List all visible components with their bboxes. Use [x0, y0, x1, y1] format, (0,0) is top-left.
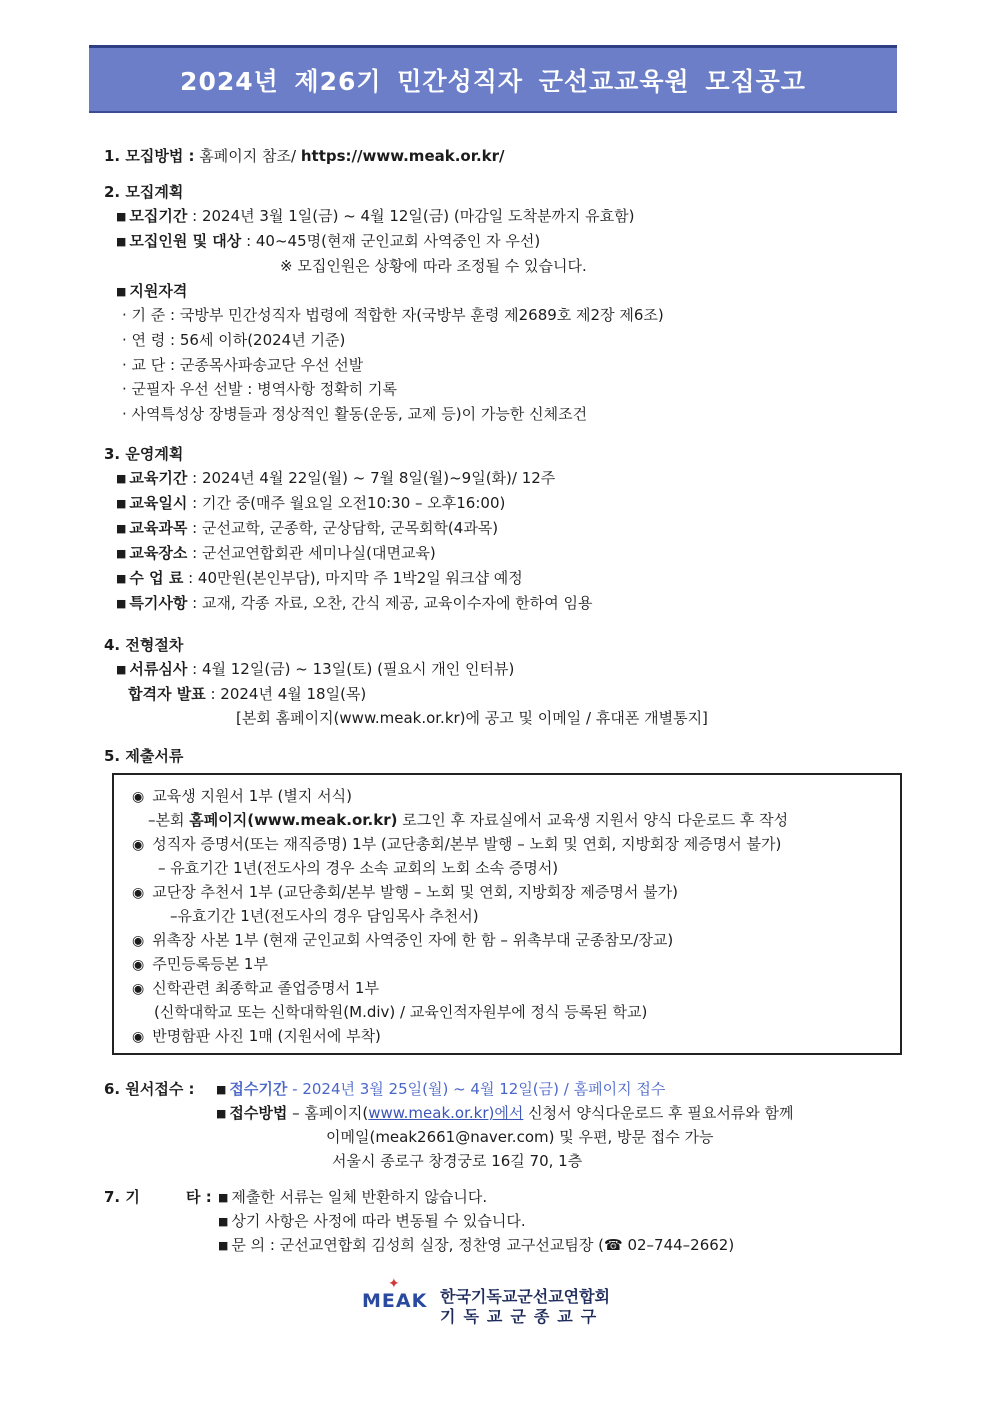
square-bullet-icon: ■ [116, 472, 127, 485]
receipt-period-text: - 2024년 3월 25일(월) ~ 4월 12일(금) / 홈페이지 접수 [287, 1080, 666, 1098]
edu-subjects-row [116, 517, 498, 541]
announcement-note: [본회 홈페이지(www.meak.or.kr)에 공고 및 이메일 / 휴대폰 개별통지] [236, 709, 708, 727]
square-bullet-icon: ■ [216, 1107, 227, 1120]
tuition-row [116, 567, 523, 591]
doc-item-resident-cert [132, 953, 268, 976]
square-bullet-icon: ■ [116, 547, 127, 560]
square-bullet-icon: ■ [116, 572, 127, 585]
receipt-method-address: 서울시 종로구 창경궁로 16길 70, 1층 [332, 1152, 583, 1170]
double-circle-bullet-icon: ◉ [132, 789, 145, 805]
qualification-physical: · 사역특성상 장병들과 정상적인 활동(운동, 교제 등)이 가능한 신체조건 [122, 405, 588, 423]
doc-item-recommendation-sub: –유효기간 1년(전도사의 경우 담임목사 추천서) [170, 907, 479, 925]
square-bullet-icon: ■ [116, 522, 127, 535]
title-banner [89, 45, 897, 113]
doc-item-application [132, 785, 352, 808]
other-item-text: 제출한 서류는 일체 반환하지 않습니다. [231, 1188, 488, 1206]
qualification-age: · 연 령 : 56세 이하(2024년 기준) [122, 331, 346, 349]
section-1 [104, 145, 505, 167]
announcement-label: 합격자 발표 [128, 685, 206, 703]
edu-period-label: 교육기간 [129, 469, 188, 487]
document-review-row [116, 658, 514, 682]
square-bullet-icon: ■ [218, 1191, 229, 1204]
recruit-period-row [116, 205, 635, 229]
doc-item-text: 교육생 지원서 1부 (별지 서식) [152, 787, 352, 805]
other-item-contact [218, 1234, 734, 1258]
doc-item-text: 주민등록등본 1부 [152, 955, 268, 973]
special-notes-row [116, 592, 592, 616]
qualification-military: · 군필자 우선 선발 : 병역사항 정확히 기록 [122, 380, 398, 398]
receipt-method-email: 이메일(meak2661@naver.com) 및 우편, 방문 접수 가능 [326, 1128, 714, 1146]
section-1-text: 홈페이지 참조/ [194, 147, 301, 165]
receipt-method-text: – 홈페이지( [287, 1104, 369, 1122]
edu-period-row [116, 467, 555, 491]
receipt-period-label: 접수기간 [229, 1080, 288, 1098]
square-bullet-icon: ■ [116, 597, 127, 610]
double-circle-bullet-icon: ◉ [132, 837, 145, 853]
receipt-method-text-rest: 신청서 양식다운로드 후 필요서류와 함께 [523, 1104, 794, 1122]
section-7-heading-b: 타 : [186, 1188, 212, 1206]
organization-logo [362, 1276, 622, 1328]
document-review-label: 서류심사 [129, 660, 188, 678]
doc-item-clergy-cert [132, 833, 781, 856]
star-icon: ✦ [388, 1276, 401, 1292]
square-bullet-icon: ■ [116, 497, 127, 510]
doc-item-diploma-sub: (신학대학교 또는 신학대학원(M.div) / 교육인적자원부에 정식 등록된 학교) [154, 1003, 648, 1021]
section-1-heading: 1. 모집방법 : [104, 147, 195, 165]
edu-schedule-text: : 기간 중(매주 월요일 오전10:30 – 오후16:00) [187, 494, 506, 512]
special-notes-text: : 교재, 각종 자료, 오찬, 간식 제공, 교육이수자에 한하여 임용 [187, 594, 593, 612]
receipt-period-row [216, 1078, 665, 1102]
qualification-denomination: · 교 단 : 군종목사파송교단 우선 선발 [122, 356, 364, 374]
section-5-heading: 5. 제출서류 [104, 747, 184, 765]
edu-period-text: : 2024년 4월 22일(월) ~ 7월 8일(월)~9일(화)/ 12주 [187, 469, 556, 487]
other-item-2 [218, 1210, 526, 1234]
doc-item-text: 반명함판 사진 1매 (지원서에 부착) [152, 1027, 381, 1045]
double-circle-bullet-icon: ◉ [132, 981, 145, 997]
receipt-method-text-close: )에서 [488, 1104, 524, 1122]
square-bullet-icon: ■ [116, 285, 127, 298]
doc-item-clergy-cert-sub: – 유효기간 1년(전도사의 경우 소속 교회의 노회 소속 증명서) [158, 859, 559, 877]
square-bullet-icon: ■ [218, 1239, 229, 1252]
other-item-text: 상기 사항은 사정에 따라 변동될 수 있습니다. [231, 1212, 526, 1230]
announcement-row [128, 683, 366, 705]
qualification-heading-row [116, 280, 187, 304]
tuition-label: 수 업 료 [129, 569, 184, 587]
recruit-count-label: 모집인원 및 대상 [129, 232, 242, 250]
other-item-text: 문 의 : 군선교연합회 김성희 실장, 정찬영 교구선교팀장 (☎ 02–744–2662) [231, 1236, 735, 1254]
recruit-period-label: 모집기간 [129, 207, 188, 225]
doc-item-text: 성직자 증명서(또는 재직증명) 1부 (교단총회/본부 발행 – 노회 및 연회, 지방회장 제증명서 불가) [152, 835, 782, 853]
receipt-method-row [216, 1102, 794, 1126]
recruit-count-note: ※ 모집인원은 상황에 따라 조정될 수 있습니다. [280, 257, 587, 275]
receipt-homepage-link[interactable]: www.meak.or.kr [368, 1104, 489, 1122]
section-7-heading-a: 7. 기 [104, 1188, 140, 1206]
edu-subjects-text: : 군선교학, 군종학, 군상담학, 군목회학(4과목) [187, 519, 499, 537]
special-notes-label: 특기사항 [129, 594, 188, 612]
doc-item-recommendation [132, 881, 678, 904]
edu-schedule-row [116, 492, 505, 516]
square-bullet-icon: ■ [216, 1083, 227, 1096]
doc-item-text: 위촉장 사본 1부 (현재 군인교회 사역중인 자에 한 함 – 위촉부대 군종참모/장교) [152, 931, 674, 949]
double-circle-bullet-icon: ◉ [132, 1029, 145, 1045]
document-review-text: : 4월 12일(금) ~ 13일(토) (필요시 개인 인터뷰) [187, 660, 515, 678]
section-3-heading: 3. 운영계획 [104, 445, 184, 463]
recruit-count-text: : 40~45명(현재 군인교회 사역중인 자 우선) [241, 232, 541, 250]
doc-sub-text: –본회 [148, 811, 190, 829]
square-bullet-icon: ■ [218, 1215, 229, 1228]
other-item-1 [218, 1186, 487, 1210]
double-circle-bullet-icon: ◉ [132, 885, 145, 901]
tuition-text: : 40만원(본인부담), 마지막 주 1박2일 워크샵 예정 [183, 569, 523, 587]
doc-item-text: 신학관련 최종학교 졸업증명서 1부 [152, 979, 379, 997]
page-title: 2024년 제26기 민간성직자 군선교교육원 모집공고 [180, 66, 806, 96]
section-4-heading: 4. 전형절차 [104, 636, 184, 654]
qualification-label: 지원자격 [129, 282, 188, 300]
edu-subjects-label: 교육과목 [129, 519, 188, 537]
receipt-method-label: 접수방법 [229, 1104, 288, 1122]
qualification-standard: · 기 준 : 국방부 민간성직자 법령에 적합한 자(국방부 훈령 제2689호 제2장 제6조) [122, 306, 664, 324]
square-bullet-icon: ■ [116, 210, 127, 223]
square-bullet-icon: ■ [116, 663, 127, 676]
meak-logo-mark: MEAK ✦ [362, 1276, 428, 1312]
edu-location-text: : 군선교연합회관 세미나실(대면교육) [187, 544, 436, 562]
square-bullet-icon: ■ [116, 235, 127, 248]
edu-schedule-label: 교육일시 [129, 494, 188, 512]
doc-item-application-sub [148, 809, 788, 831]
logo-org-name: 한국기독교군선교연합회 [440, 1287, 611, 1306]
edu-location-label: 교육장소 [129, 544, 188, 562]
doc-sub-homepage: 홈페이지(www.meak.or.kr) [189, 811, 398, 829]
doc-item-text: 교단장 추천서 1부 (교단총회/본부 발행 – 노회 및 연회, 지방회장 제증명서 불가) [152, 883, 678, 901]
recruit-period-text: : 2024년 3월 1일(금) ~ 4월 12일(금) (마감일 도착분까지 유효함) [187, 207, 635, 225]
section-6-heading: 6. 원서접수 : [104, 1080, 195, 1098]
announcement-text: : 2024년 4월 18일(목) [205, 685, 367, 703]
double-circle-bullet-icon: ◉ [132, 957, 145, 973]
section-2-heading: 2. 모집계획 [104, 183, 184, 201]
recruit-count-row [116, 230, 540, 254]
doc-sub-text: 로그인 후 자료실에서 교육생 지원서 양식 다운로드 후 작성 [397, 811, 789, 829]
doc-item-diploma [132, 977, 379, 1000]
doc-item-commission [132, 929, 673, 952]
double-circle-bullet-icon: ◉ [132, 933, 145, 949]
homepage-link[interactable]: https://www.meak.or.kr/ [300, 147, 505, 165]
doc-item-photo [132, 1025, 381, 1048]
logo-org-subname: 기독교군종교구 [440, 1307, 605, 1326]
edu-location-row [116, 542, 436, 566]
